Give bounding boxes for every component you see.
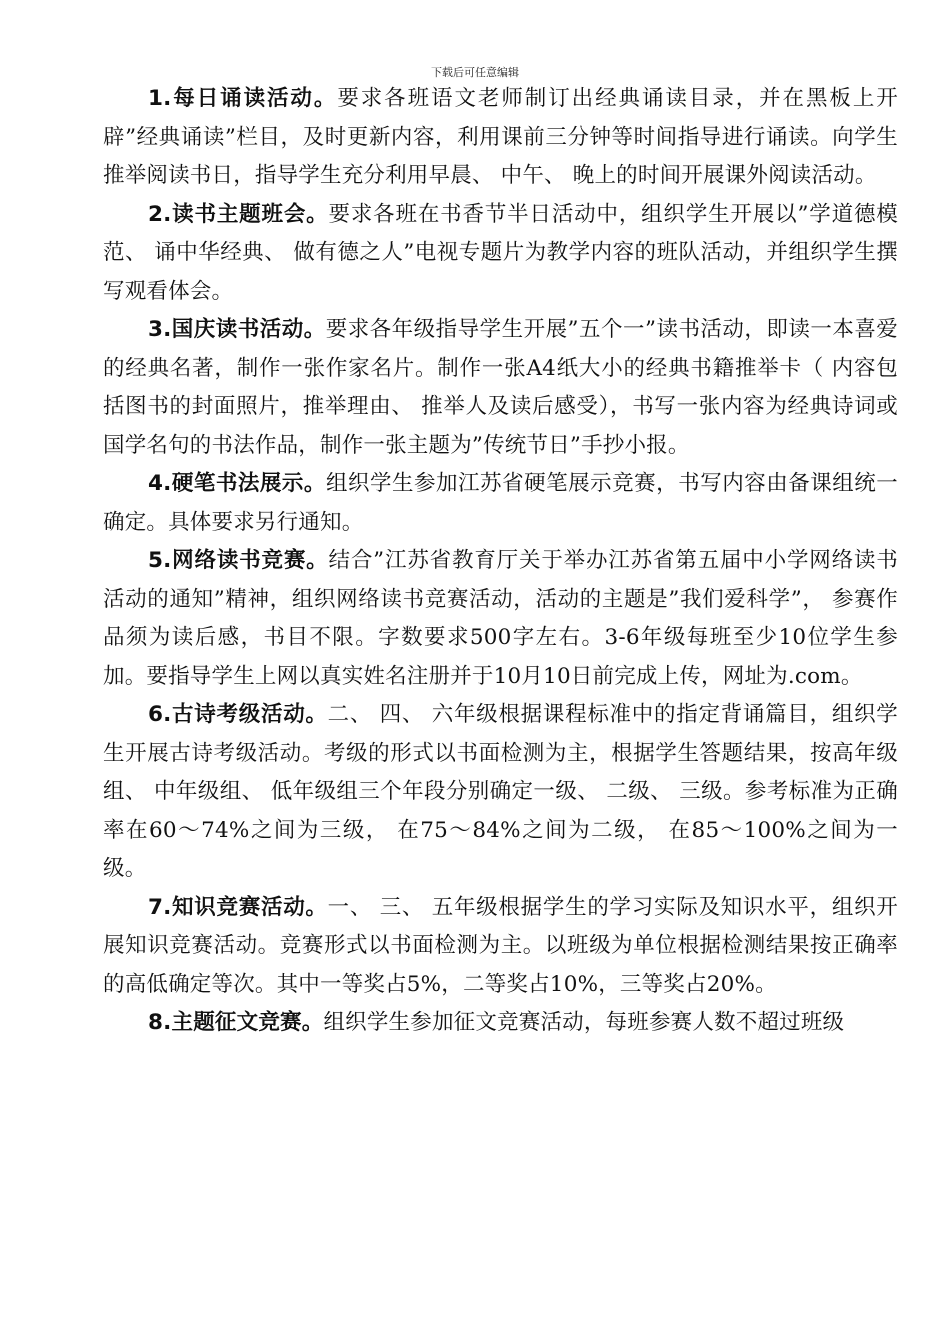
paragraph-online-reading-contest xyxy=(103,542,898,696)
paragraph-text: 要求各班语文老师制订出经典诵读目录，并在黑板上开辟”经典诵读”栏目，及时更新内容，利用课前三分钟等时间指导进行诵读。向学生推举阅读书日，指导学生充分利用早晨、 中午、 晚上的时间开展课外阅读活动。 xyxy=(103,86,898,188)
paragraph-text: 要求各班在书香节半日活动中，组织学生开展以”学道德模范、 诵中华经典、 做有德之人”电视专题片为教学内容的班队活动，并组织学生撰写观看体会。 xyxy=(103,201,898,304)
header-note: 下载后可任意编辑 xyxy=(431,66,519,79)
paragraph-label: 2.读书主题班会。 xyxy=(148,201,329,227)
paragraph-label: 3.国庆读书活动。 xyxy=(148,317,326,342)
document-body xyxy=(103,80,898,1043)
paragraph-label: 8.主题征文竞赛。 xyxy=(148,1010,324,1035)
paragraph-text: 组织学生参加江苏省硬笔展示竞赛，书写内容由备课组统一确定。具体要求另行通知。 xyxy=(103,471,899,535)
paragraph-label: 6.古诗考级活动。 xyxy=(148,702,328,727)
paragraph-label: 4.硬笔书法展示。 xyxy=(148,471,326,496)
paragraph-text: 组织学生参加征文竞赛活动，每班参赛人数不超过班级 xyxy=(323,1010,845,1035)
paragraph-poetry-grading xyxy=(103,696,898,889)
paragraph-reading-class-meeting xyxy=(103,196,898,312)
paragraph-daily-reading xyxy=(103,80,898,196)
paragraph-text: 一、 三、 五年级根据学生的学习实际及知识水平，组织开展知识竞赛活动。竞赛形式以书面检测为主。以班级为单位根据检测结果按正确率的高低确定等次。其中一等奖占5%，二等奖占10%，三等奖占20%。 xyxy=(103,894,898,997)
paragraph-label: 1.每日诵读活动。 xyxy=(148,86,338,111)
paragraph-essay-contest xyxy=(103,1004,898,1043)
paragraph-text: 要求各年级指导学生开展”五个一”读书活动，即读一本喜爱的经典名著，制作一张作家名片。制作一张A4纸大小的经典书籍推举卡（ 内容包括图书的封面照片，推举理由、 推举人及读后感受），书写一张内容为经典诗词或国学名句的书法作品，制作一张主题为”传统节日”手抄小报。 xyxy=(103,317,899,458)
paragraph-text: 结合”江苏省教育厅关于举办江苏省第五届中小学网络读书活动的通知”精神，组织网络读书竞赛活动，活动的主题是”我们爱科学”， 参赛作品须为读后感，书目不限。字数要求500字左右。3-6年级每班至少10位学生参加。要指导学生上网以真实姓名注册并于10月10日前完成上传，网址为.com。 xyxy=(103,548,898,689)
paragraph-label: 5.网络读书竞赛。 xyxy=(148,548,329,573)
paragraph-label: 7.知识竞赛活动。 xyxy=(148,894,328,920)
paragraph-text: 二、 四、 六年级根据课程标准中的指定背诵篇目，组织学生开展古诗考级活动。考级的形式以书面检测为主，根据学生答题结果，按高年级组、 中年级组、 低年级组三个年段分别确定一级、 二级、 三级。参考标准为正确率在60～74%之间为三级， 在75～84%之间为二级， 在85～100%之间为一级。 xyxy=(103,702,898,881)
paragraph-calligraphy-show xyxy=(103,465,898,542)
paragraph-knowledge-contest xyxy=(103,889,898,1005)
paragraph-national-day-reading xyxy=(103,311,898,465)
